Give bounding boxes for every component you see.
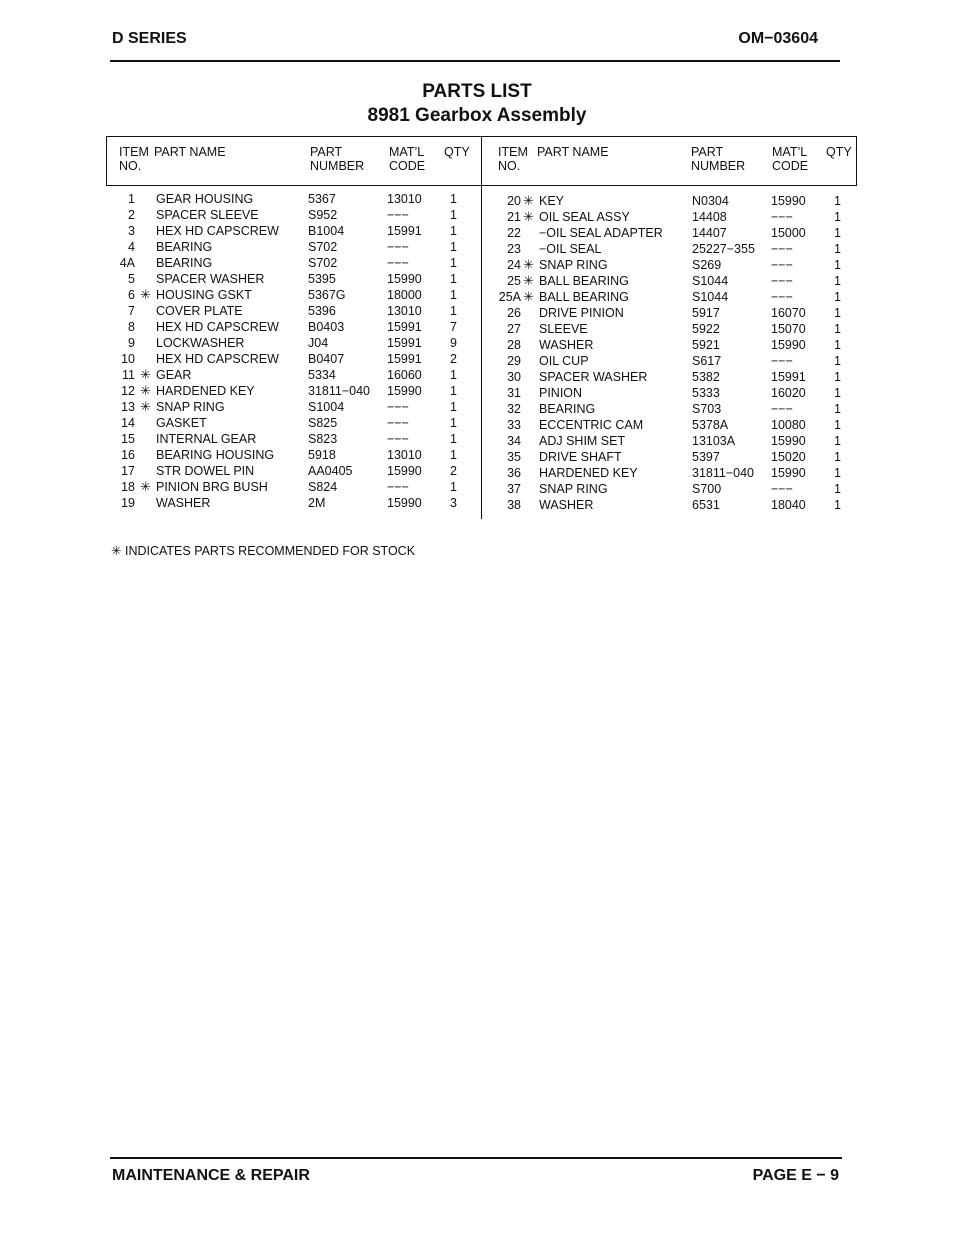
part-name: −OIL SEAL (539, 242, 602, 256)
item-number: 28 (507, 338, 521, 352)
part-name: −OIL SEAL ADAPTER (539, 226, 663, 240)
part-name: HOUSING GSKT (156, 288, 252, 302)
material-code: −−− (771, 242, 793, 256)
quantity: 2 (450, 464, 457, 478)
material-code: 15991 (771, 370, 806, 384)
table-row (106, 223, 481, 239)
part-name: BALL BEARING (539, 274, 629, 288)
material-code: −−− (771, 482, 793, 496)
table-row (482, 321, 857, 337)
table-row (482, 209, 857, 225)
col-matl-label: MAT’L (389, 145, 425, 159)
table-row (106, 479, 481, 495)
quantity: 1 (450, 240, 457, 254)
part-number: 5922 (692, 322, 720, 336)
part-name: SPACER SLEEVE (156, 208, 259, 222)
material-code: 15990 (771, 466, 806, 480)
part-name: LOCKWASHER (156, 336, 245, 350)
material-code: 15000 (771, 226, 806, 240)
material-code: −−− (771, 290, 793, 304)
quantity: 1 (834, 258, 841, 272)
document-number: OM−03604 (738, 30, 818, 47)
quantity: 1 (450, 304, 457, 318)
item-number: 11 (122, 368, 135, 382)
quantity: 1 (834, 242, 841, 256)
material-code: 13010 (387, 304, 422, 318)
part-name: HEX HD CAPSCREW (156, 352, 279, 366)
part-name: HARDENED KEY (156, 384, 255, 398)
table-row (106, 447, 481, 463)
part-number: J04 (308, 336, 329, 350)
item-number: 24 (507, 258, 521, 272)
table-row (106, 271, 481, 287)
item-number: 7 (128, 304, 135, 318)
item-number: 14 (121, 416, 135, 430)
material-code: 15990 (387, 464, 422, 478)
col-item-header-right (498, 145, 528, 173)
material-code: −−− (387, 480, 409, 494)
part-number: 13103A (692, 434, 736, 448)
part-number: 2M (308, 496, 326, 510)
quantity: 1 (834, 482, 841, 496)
item-number: 21 (507, 210, 521, 224)
quantity: 9 (450, 336, 457, 350)
table-row (106, 319, 481, 335)
quantity: 1 (834, 434, 841, 448)
quantity: 2 (450, 352, 457, 366)
asterisk-icon: ✳ (523, 193, 534, 208)
table-row (106, 207, 481, 223)
table-row (106, 351, 481, 367)
part-number: S702 (308, 240, 338, 254)
material-code: 15990 (771, 434, 806, 448)
material-code: −−− (387, 432, 409, 446)
table-row (106, 255, 481, 271)
quantity: 1 (450, 224, 457, 238)
table-row (482, 225, 857, 241)
item-number: 3 (128, 224, 135, 238)
quantity: 1 (450, 384, 457, 398)
part-number: 5378A (692, 418, 729, 432)
part-name: WASHER (539, 338, 594, 352)
quantity: 1 (450, 272, 457, 286)
quantity: 1 (450, 256, 457, 270)
quantity: 1 (834, 466, 841, 480)
col-part-name-header-left: PART NAME (154, 145, 226, 159)
part-number: 5395 (308, 272, 336, 286)
table-row (106, 239, 481, 255)
part-name: BALL BEARING (539, 290, 629, 304)
table-row (482, 465, 857, 481)
quantity: 1 (450, 192, 457, 206)
table-row (482, 417, 857, 433)
part-number: 31811−040 (692, 466, 754, 480)
material-code: 15990 (771, 194, 806, 208)
part-number: 6531 (692, 498, 720, 512)
col-matl-label: MAT’L (772, 145, 808, 159)
material-code: 15020 (771, 450, 806, 464)
item-number: 23 (507, 242, 521, 256)
material-code: 16020 (771, 386, 806, 400)
asterisk-icon: ✳ (140, 383, 151, 398)
material-code: 18000 (387, 288, 422, 302)
material-code: −−− (387, 416, 409, 430)
item-number: 17 (121, 464, 135, 478)
item-number: 37 (507, 482, 521, 496)
part-number: 5918 (308, 448, 336, 462)
part-number: 5367 (308, 192, 336, 206)
quantity: 1 (834, 306, 841, 320)
asterisk-icon: ✳ (140, 367, 151, 382)
part-number: S1044 (692, 274, 729, 288)
table-row (106, 191, 481, 207)
col-qty-header-right: QTY (826, 145, 852, 159)
item-number: 2 (128, 208, 135, 222)
part-number: 5396 (308, 304, 336, 318)
table-row (482, 257, 857, 273)
asterisk-icon: ✳ (523, 209, 534, 224)
material-code: 15991 (387, 336, 422, 350)
part-number: 5333 (692, 386, 720, 400)
material-code: −−− (387, 240, 409, 254)
part-name: GASKET (156, 416, 207, 430)
part-number: B0403 (308, 320, 345, 334)
asterisk-icon: ✳ (140, 399, 151, 414)
item-number: 31 (507, 386, 521, 400)
quantity: 1 (834, 386, 841, 400)
col-no-label: NO. (119, 159, 142, 173)
material-code: −−− (387, 256, 409, 270)
page-number: PAGE E − 9 (752, 1167, 839, 1184)
quantity: 1 (450, 400, 457, 414)
col-part-label: PART (691, 145, 724, 159)
part-number: 5334 (308, 368, 336, 382)
quantity: 1 (834, 354, 841, 368)
quantity: 1 (450, 448, 457, 462)
table-row (482, 241, 857, 257)
material-code: −−− (387, 400, 409, 414)
table-row (482, 497, 857, 513)
part-number: 25227−355 (692, 242, 755, 256)
item-number: 13 (121, 400, 135, 414)
material-code: 15990 (387, 272, 422, 286)
table-row (106, 367, 481, 383)
part-name: INTERNAL GEAR (156, 432, 257, 446)
table-row (106, 303, 481, 319)
part-name: KEY (539, 194, 565, 208)
part-number: S825 (308, 416, 338, 430)
part-number: S952 (308, 208, 338, 222)
material-code: 16070 (771, 306, 806, 320)
part-name: SPACER WASHER (539, 370, 648, 384)
part-number: 5921 (692, 338, 720, 352)
series-label: D SERIES (112, 30, 187, 47)
item-number: 15 (121, 432, 135, 446)
quantity: 1 (450, 416, 457, 430)
col-matl-code-header-left (389, 145, 425, 173)
quantity: 1 (834, 402, 841, 416)
page-subtitle: 8981 Gearbox Assembly (367, 105, 587, 126)
part-name: COVER PLATE (156, 304, 243, 318)
part-number: N0304 (692, 194, 729, 208)
part-number: S1044 (692, 290, 729, 304)
part-name: BEARING (539, 402, 596, 416)
material-code: 15070 (771, 322, 806, 336)
part-number: 5382 (692, 370, 720, 384)
asterisk-icon: ✳ (140, 479, 151, 494)
item-number: 4A (119, 256, 135, 270)
col-code-label: CODE (772, 159, 809, 173)
part-name: DRIVE PINION (539, 306, 624, 320)
part-name: STR DOWEL PIN (156, 464, 255, 478)
material-code: 15991 (387, 320, 422, 334)
quantity: 1 (834, 418, 841, 432)
part-number: 5367G (308, 288, 346, 302)
material-code: 18040 (771, 498, 806, 512)
part-number: S617 (692, 354, 722, 368)
part-number: 5917 (692, 306, 720, 320)
quantity: 1 (834, 210, 841, 224)
table-row (482, 385, 857, 401)
material-code: −−− (771, 210, 793, 224)
part-name: ADJ SHIM SET (539, 434, 626, 448)
part-name: SLEEVE (539, 322, 588, 336)
asterisk-icon: ✳ (523, 289, 534, 304)
table-row (482, 289, 857, 305)
item-number: 8 (128, 320, 135, 334)
col-part-label: PART (310, 145, 343, 159)
item-number: 16 (121, 448, 135, 462)
part-name: SPACER WASHER (156, 272, 265, 286)
item-number: 29 (507, 354, 521, 368)
asterisk-icon: ✳ (523, 273, 534, 288)
part-name: ECCENTRIC CAM (539, 418, 644, 432)
part-number: 14408 (692, 210, 727, 224)
col-part-number-header-left (310, 145, 364, 173)
table-row (482, 305, 857, 321)
parts-list-right (482, 193, 857, 513)
table-row (482, 401, 857, 417)
material-code: −−− (771, 274, 793, 288)
material-code: 15991 (387, 352, 422, 366)
part-name: PINION (539, 386, 583, 400)
item-number: 1 (128, 192, 135, 206)
col-number-label: NUMBER (310, 159, 365, 173)
col-item-label: ITEM (119, 145, 149, 159)
item-number: 19 (121, 496, 135, 510)
item-number: 20 (507, 194, 521, 208)
table-row (482, 337, 857, 353)
page-header (110, 30, 840, 62)
quantity: 1 (450, 480, 457, 494)
material-code: 10080 (771, 418, 806, 432)
material-code: 13010 (387, 192, 422, 206)
table-row (106, 495, 481, 511)
part-name: BEARING (156, 256, 213, 270)
parts-list-left (106, 191, 481, 511)
part-number: 14407 (692, 226, 727, 240)
page-title: PARTS LIST (422, 81, 532, 102)
part-name: HARDENED KEY (539, 466, 638, 480)
table-row (106, 463, 481, 479)
part-name: BEARING (156, 240, 213, 254)
table-row (106, 383, 481, 399)
quantity: 1 (834, 338, 841, 352)
material-code: −−− (771, 402, 793, 416)
item-number: 36 (507, 466, 521, 480)
item-number: 25 (507, 274, 521, 288)
part-name: BEARING HOUSING (156, 448, 275, 462)
table-row (106, 431, 481, 447)
material-code: 15990 (387, 496, 422, 510)
part-number: S1004 (308, 400, 345, 414)
part-number: S823 (308, 432, 338, 446)
table-row (482, 273, 857, 289)
item-number: 25A (498, 290, 521, 304)
stock-note-text: INDICATES PARTS RECOMMENDED FOR STOCK (124, 544, 416, 558)
part-name: SNAP RING (539, 258, 608, 272)
quantity: 1 (834, 370, 841, 384)
part-name: SNAP RING (539, 482, 608, 496)
item-number: 26 (507, 306, 521, 320)
material-code: 13010 (387, 448, 422, 462)
table-row (106, 399, 481, 415)
material-code: −−− (771, 354, 793, 368)
col-matl-code-header-right (772, 145, 808, 173)
table-row (482, 369, 857, 385)
item-number: 18 (121, 480, 135, 494)
part-name: WASHER (156, 496, 211, 510)
table-row (106, 287, 481, 303)
item-number: 22 (507, 226, 521, 240)
item-number: 32 (507, 402, 521, 416)
item-number: 30 (507, 370, 521, 384)
item-number: 38 (507, 498, 521, 512)
quantity: 1 (450, 208, 457, 222)
item-number: 12 (121, 384, 135, 398)
part-name: WASHER (539, 498, 594, 512)
item-number: 6 (128, 288, 135, 302)
section-label: MAINTENANCE & REPAIR (112, 1167, 310, 1184)
table-row (482, 433, 857, 449)
stock-note (111, 543, 415, 558)
asterisk-icon: ✳ (140, 287, 151, 302)
table-row (482, 193, 857, 209)
part-number: B0407 (308, 352, 345, 366)
page-footer (110, 1157, 842, 1189)
col-no-label: NO. (498, 159, 521, 173)
quantity: 1 (450, 368, 457, 382)
part-name: PINION BRG BUSH (156, 480, 268, 494)
part-number: S824 (308, 480, 338, 494)
quantity: 3 (450, 496, 457, 510)
quantity: 1 (834, 322, 841, 336)
part-number: S700 (692, 482, 722, 496)
material-code: 15991 (387, 224, 422, 238)
item-number: 33 (507, 418, 521, 432)
part-number: S269 (692, 258, 722, 272)
quantity: 1 (450, 432, 457, 446)
part-number: S702 (308, 256, 338, 270)
material-code: 16060 (387, 368, 422, 382)
col-item-label: ITEM (498, 145, 528, 159)
table-row (482, 449, 857, 465)
quantity: 1 (834, 498, 841, 512)
part-number: 5397 (692, 450, 720, 464)
part-name: GEAR (156, 368, 192, 382)
part-number: B1004 (308, 224, 345, 238)
table-row (106, 335, 481, 351)
quantity: 1 (834, 274, 841, 288)
asterisk-icon: ✳ (111, 544, 122, 558)
item-number: 10 (121, 352, 135, 366)
material-code: −−− (387, 208, 409, 222)
part-name: HEX HD CAPSCREW (156, 224, 279, 238)
col-part-name-header-right: PART NAME (537, 145, 609, 159)
col-item-header-left (119, 145, 149, 173)
part-number: S703 (692, 402, 722, 416)
quantity: 1 (450, 288, 457, 302)
item-number: 35 (507, 450, 521, 464)
part-number: AA0405 (308, 464, 353, 478)
quantity: 7 (450, 320, 457, 334)
item-number: 34 (507, 434, 521, 448)
material-code: −−− (771, 258, 793, 272)
quantity: 1 (834, 226, 841, 240)
item-number: 9 (128, 336, 135, 350)
material-code: 15990 (387, 384, 422, 398)
part-name: OIL SEAL ASSY (539, 210, 630, 224)
quantity: 1 (834, 194, 841, 208)
col-number-label: NUMBER (691, 159, 746, 173)
part-number: 31811−040 (308, 384, 370, 398)
asterisk-icon: ✳ (523, 257, 534, 272)
table-row (482, 353, 857, 369)
item-number: 27 (507, 322, 521, 336)
table-row (106, 415, 481, 431)
part-name: GEAR HOUSING (156, 192, 254, 206)
item-number: 4 (128, 240, 135, 254)
col-part-number-header-right (691, 145, 745, 173)
quantity: 1 (834, 450, 841, 464)
part-name: DRIVE SHAFT (539, 450, 622, 464)
material-code: 15990 (771, 338, 806, 352)
col-code-label: CODE (389, 159, 426, 173)
col-qty-header-left: QTY (444, 145, 470, 159)
part-name: SNAP RING (156, 400, 225, 414)
table-row (482, 481, 857, 497)
part-name: OIL CUP (539, 354, 589, 368)
part-name: HEX HD CAPSCREW (156, 320, 279, 334)
item-number: 5 (128, 272, 135, 286)
quantity: 1 (834, 290, 841, 304)
